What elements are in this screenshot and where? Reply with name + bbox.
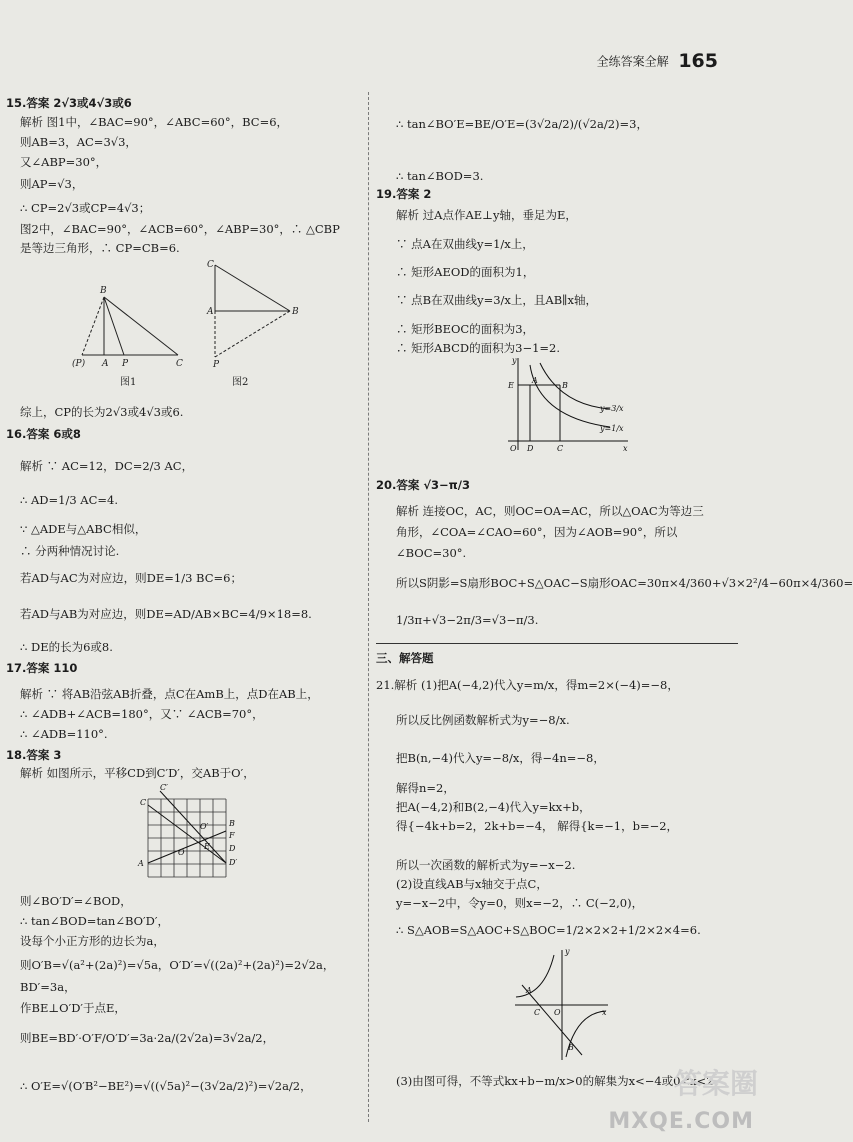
fig1-caption: 图1 bbox=[120, 377, 137, 388]
fig19-label-e: E bbox=[508, 381, 514, 390]
q21-function-figure bbox=[510, 945, 610, 1063]
text-line-q20e: 所以S阴影=S扇形BOC+S△OAC−S扇形OAC=30π×4/360+√3×2²/4−60π×4/360= bbox=[396, 576, 853, 590]
text-line-q19a: 19.答案 2 bbox=[376, 187, 432, 201]
text-line-q21d: 解得n=2， bbox=[396, 781, 455, 795]
text-line-q15b: 解析 图1中，∠BAC=90°，∠ABC=60°，BC=6， bbox=[20, 115, 289, 129]
text-line-q19d: ∴ 矩形AEOD的面积为1， bbox=[396, 265, 535, 279]
text-line-q15c: 则AB=3，AC=3√3， bbox=[20, 135, 137, 149]
fig19-label-b: B bbox=[562, 381, 568, 390]
book-title: 全练答案全解 bbox=[596, 54, 669, 69]
text-line-q16e: ∴ 分两种情况讨论. bbox=[20, 544, 120, 558]
text-line-q18b: 解析 如图所示，平移CD到C′D′，交AB于O′， bbox=[20, 766, 255, 780]
text-line-q20f: 1/3π+√3−2π/3=√3−π/3. bbox=[396, 613, 539, 627]
text-line-q20a: 20.答案 √3−π/3 bbox=[376, 478, 470, 492]
text-line-q21a: 21.解析 (1)把A(−4,2)代入y=m/x，得m=2×(−4)=−8， bbox=[376, 678, 679, 692]
text-line-q16b: 解析 ∵ AC=12，DC=2/3 AC， bbox=[20, 459, 194, 473]
text-line-q18c: 则∠BO′D′=∠BOD， bbox=[20, 894, 132, 908]
text-line-q18g: BD′=3a， bbox=[20, 980, 76, 994]
text-line-q18h: 作BE⊥O′D′于点E， bbox=[20, 1001, 126, 1015]
text-line-q15d: 又∠ABP=30°， bbox=[20, 155, 108, 169]
text-line-r2: ∴ tan∠BOD=3. bbox=[396, 169, 484, 183]
fig18-label-f: F bbox=[229, 831, 235, 840]
text-line-q15a: 15.答案 2√3或4√3或6 bbox=[6, 96, 132, 110]
page-header bbox=[597, 50, 718, 72]
text-line-sec3: 三、解答题 bbox=[376, 651, 434, 665]
fig18-label-c2: C′ bbox=[160, 783, 168, 792]
fig21-label-y: y bbox=[565, 947, 570, 956]
fig2-label-a: A bbox=[207, 307, 214, 317]
fig18-label-d: D bbox=[229, 844, 236, 853]
text-line-q16f: 若AD与AC为对应边，则DE=1/3 BC=6； bbox=[20, 571, 242, 585]
text-line-q17b: 解析 ∵ 将AB沿弦AB折叠，点C在AmB上，点D在AB上， bbox=[20, 687, 319, 701]
fig18-label-e: E bbox=[204, 842, 210, 851]
text-line-q18d: ∴ tan∠BOD=tan∠BO′D′， bbox=[20, 914, 169, 928]
text-line-q19e: ∵ 点B在双曲线y=3/x上，且AB∥x轴， bbox=[396, 293, 597, 307]
text-line-q21c: 把B(n,−4)代入y=−8/x，得−4n=−8， bbox=[396, 751, 605, 765]
section-rule bbox=[376, 643, 738, 644]
fig2-caption: 图2 bbox=[232, 377, 249, 388]
fig18-label-o: O bbox=[178, 848, 185, 857]
watermark-logo: 答案圈 bbox=[673, 1067, 758, 1100]
column-divider bbox=[368, 92, 369, 1122]
text-line-q18a: 18.答案 3 bbox=[6, 748, 62, 762]
text-line-q16g: 若AD与AB为对应边，则DE=AD/AB×BC=4/9×18=8. bbox=[20, 607, 312, 621]
fig21-label-a: A bbox=[526, 986, 532, 995]
text-line-q15e: 则AP=√3， bbox=[20, 177, 84, 191]
fig1-label-a: A bbox=[102, 359, 109, 369]
text-line-q18f: 则O′B=√(a²+(2a)²)=√5a，O′D′=√((2a)²+(2a)²)=2√2a， bbox=[20, 958, 335, 972]
fig21-label-o: O bbox=[554, 1008, 561, 1017]
page-number: 165 bbox=[678, 50, 718, 72]
fig1-label-p0: (P) bbox=[72, 359, 86, 369]
text-line-q21h: (2)设直线AB与x轴交于点C， bbox=[396, 877, 548, 891]
text-line-q19b: 解析 过A点作AE⊥y轴，垂足为E， bbox=[396, 208, 577, 222]
text-line-q18e: 设每个小正方形的边长为a， bbox=[20, 934, 165, 948]
text-line-q21k: (3)由图可得，不等式kx+b−m/x>0的解集为x<−4或0<x<2 bbox=[396, 1074, 714, 1088]
fig2-label-p: P bbox=[213, 360, 220, 370]
text-line-q16c: ∴ AD=1/3 AC=4. bbox=[20, 493, 119, 507]
fig19-label-y1x: y=1/x bbox=[600, 424, 624, 433]
text-line-q21e: 把A(−4,2)和B(2,−4)代入y=kx+b， bbox=[396, 800, 591, 814]
q15-figures bbox=[60, 255, 320, 390]
fig18-label-o2: O′ bbox=[200, 822, 209, 831]
fig1-label-p: P bbox=[122, 359, 129, 369]
text-line-q16d: ∵ △ADE与△ABC相似， bbox=[20, 522, 147, 536]
fig18-label-c: C bbox=[140, 798, 147, 807]
fig2-label-b: B bbox=[292, 307, 299, 317]
text-line-q16h: ∴ DE的长为6或8. bbox=[20, 640, 113, 654]
text-line-q18i: 则BE=BD′·O′F/O′D′=3a·2a/(2√2a)=3√2a/2， bbox=[20, 1031, 275, 1045]
text-line-q16a: 16.答案 6或8 bbox=[6, 427, 81, 441]
text-line-q20b: 解析 连接OC，AC，则OC=OA=AC，所以△OAC为等边三 bbox=[396, 504, 704, 518]
fig19-label-y: y bbox=[512, 356, 517, 365]
text-line-q20c: 角形，∠COA=∠CAO=60°，因为∠AOB=90°，所以 bbox=[396, 525, 678, 539]
text-line-q21g: 所以一次函数的解析式为y=−x−2. bbox=[396, 858, 576, 872]
text-line-q15f: ∴ CP=2√3或CP=4√3； bbox=[20, 201, 151, 215]
fig1-label-b: B bbox=[100, 286, 107, 296]
fig19-label-c: C bbox=[557, 444, 564, 453]
text-line-q19c: ∵ 点A在双曲线y=1/x上， bbox=[396, 237, 534, 251]
text-line-q21f: 得{−4k+b=2，2k+b=−4， 解得{k=−1，b=−2， bbox=[396, 819, 679, 833]
text-line-q19g: ∴ 矩形ABCD的面积为3−1=2. bbox=[396, 341, 561, 355]
fig19-label-o: O bbox=[510, 444, 517, 453]
fig19-label-a: A bbox=[532, 376, 538, 385]
fig21-label-b: B bbox=[568, 1043, 574, 1052]
text-line-q20d: ∠BOC=30°. bbox=[396, 546, 467, 560]
text-line-q21j: ∴ S△AOB=S△AOC+S△BOC=1/2×2×2+1/2×2×4=6. bbox=[396, 923, 701, 937]
fig18-label-b: B bbox=[229, 819, 235, 828]
fig19-label-x: x bbox=[623, 444, 628, 453]
fig1-label-c: C bbox=[176, 359, 183, 369]
fig18-label-a: A bbox=[138, 859, 144, 868]
fig18-label-d2: D′ bbox=[229, 858, 238, 867]
q19-hyperbola-figure bbox=[500, 355, 635, 455]
text-line-q15h: 是等边三角形，∴ CP=CB=6. bbox=[20, 241, 180, 255]
text-line-r1: ∴ tan∠BO′E=BE/O′E=(3√2a/2)/(√2a/2)=3， bbox=[396, 117, 648, 131]
text-line-q21b: 所以反比例函数解析式为y=−8/x. bbox=[396, 713, 570, 727]
text-line-q15i: 综上，CP的长为2√3或4√3或6. bbox=[20, 405, 184, 419]
fig19-label-d: D bbox=[527, 444, 534, 453]
q18-grid-figure bbox=[130, 783, 245, 883]
text-line-q19f: ∴ 矩形BEOC的面积为3， bbox=[396, 322, 535, 336]
text-line-q21i: y=−x−2中，令y=0，则x=−2，∴ C(−2,0)， bbox=[396, 896, 644, 910]
watermark-site: MXQE.COM bbox=[608, 1109, 754, 1134]
fig21-label-x: x bbox=[602, 1008, 607, 1017]
text-line-q15g: 图2中，∠BAC=90°，∠ACB=60°，∠ABP=30°，∴ △CBP bbox=[20, 222, 340, 236]
fig21-label-c: C bbox=[534, 1008, 541, 1017]
text-line-q17c: ∴ ∠ADB+∠ACB=180°，又∵ ∠ACB=70°， bbox=[20, 707, 264, 721]
fig2-label-c: C bbox=[207, 260, 214, 270]
text-line-q17a: 17.答案 110 bbox=[6, 661, 78, 675]
text-line-q18j: ∴ O′E=√(O′B²−BE²)=√((√5a)²−(3√2a/2)²)=√2a/2， bbox=[20, 1079, 312, 1093]
fig19-label-y3x: y=3/x bbox=[600, 404, 624, 413]
text-line-q17d: ∴ ∠ADB=110°. bbox=[20, 727, 108, 741]
